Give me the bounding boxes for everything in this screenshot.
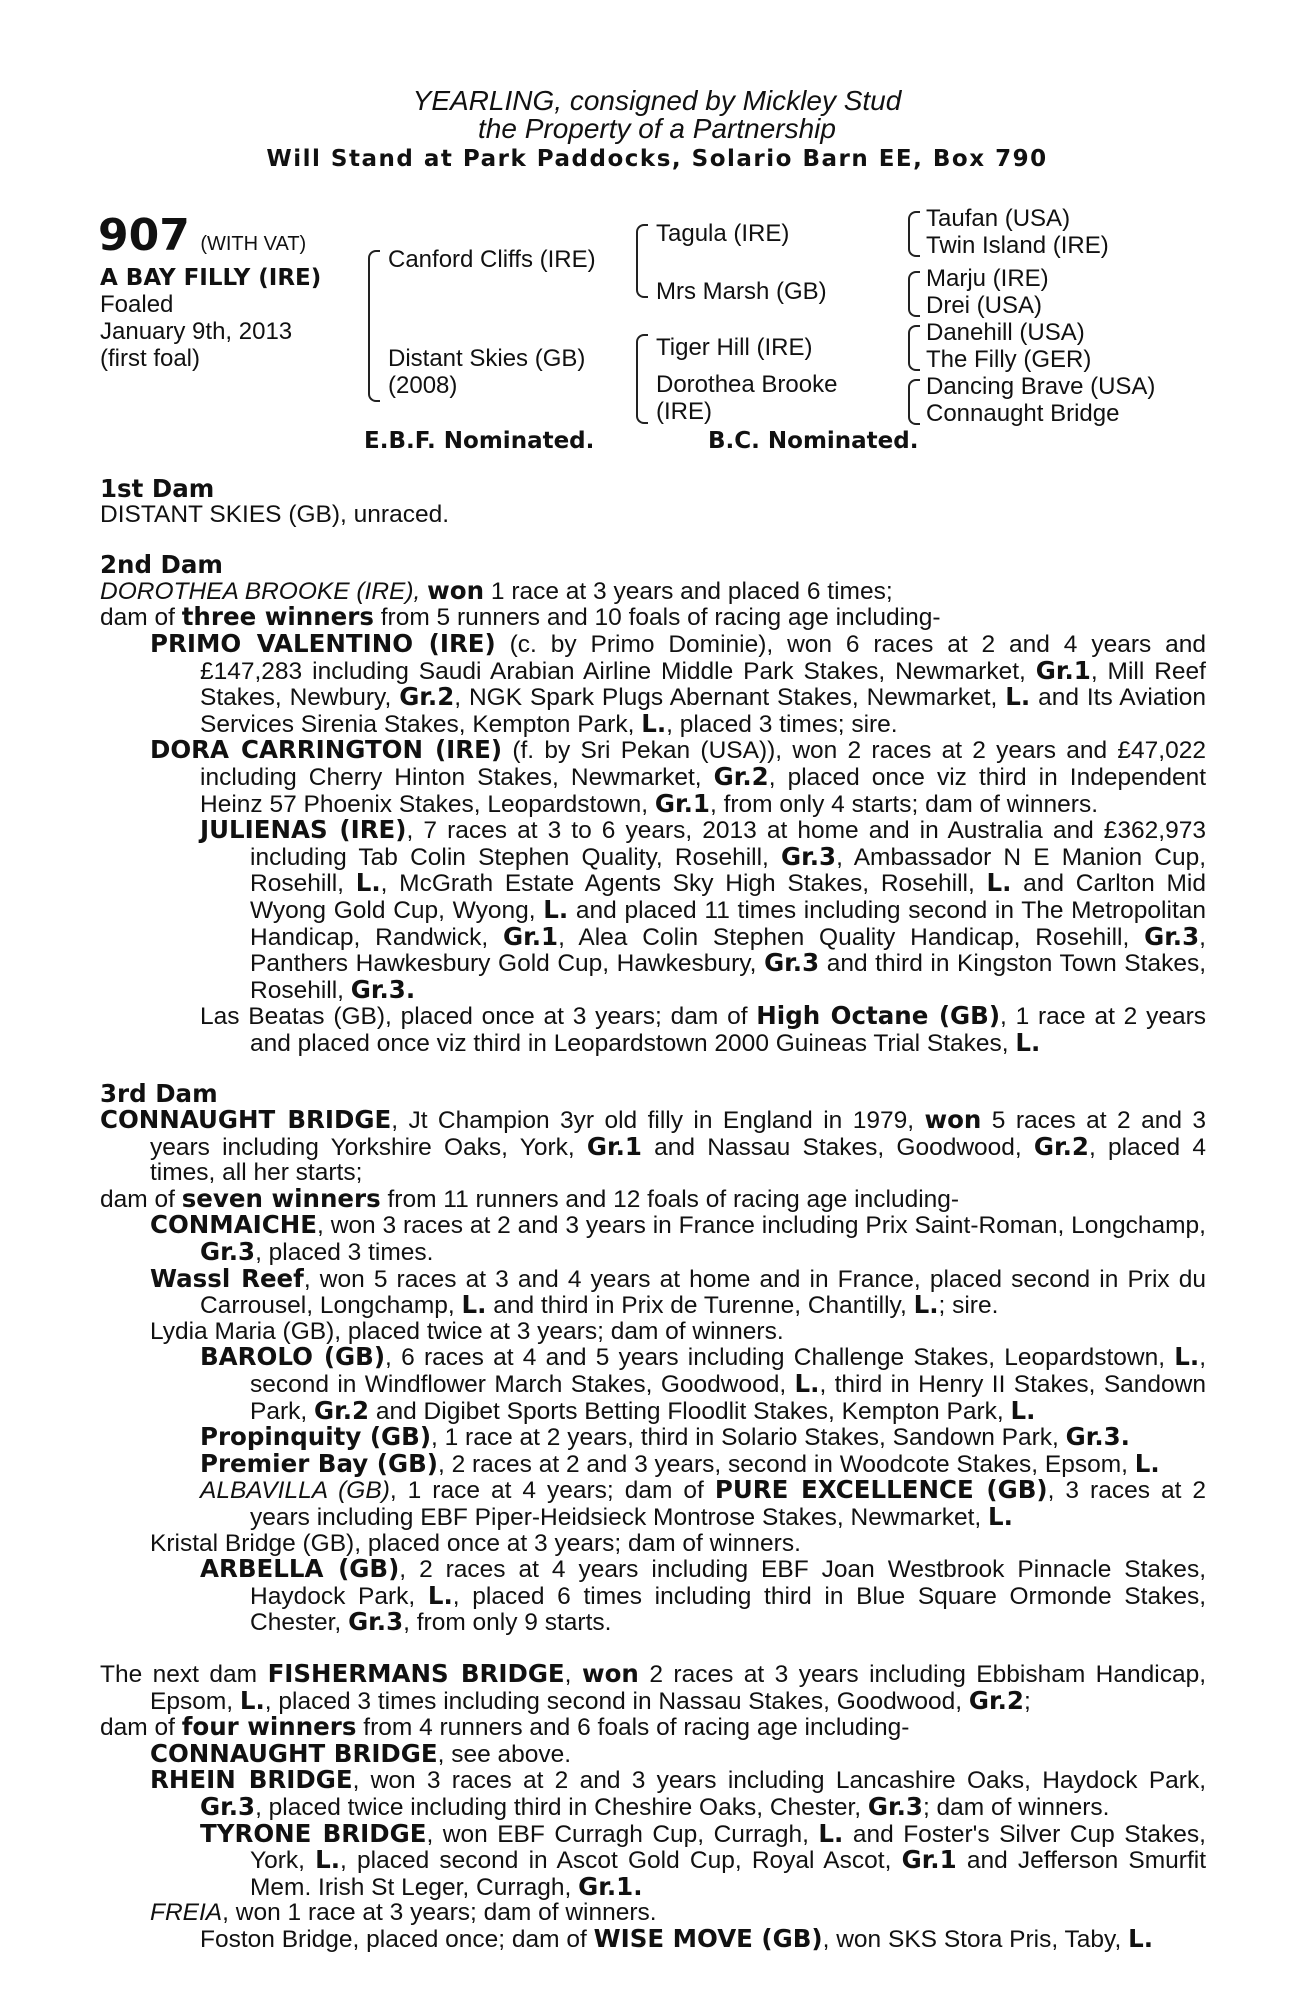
bc-nominated: B.C. Nominated. (708, 428, 919, 454)
first-dam-text: DISTANT SKIES (GB), unraced. (100, 500, 450, 528)
next-dam-produce: dam of four winners from 4 runners and 6 foals of racing age including- (100, 1712, 910, 1742)
great-granddam-4: Connaught Bridge (926, 400, 1120, 427)
third-dam-produce: dam of seven winners from 11 runners and 12 foals of racing age including- (100, 1183, 960, 1213)
lot-title: A BAY FILLY (IRE) (100, 265, 322, 291)
pedigree-brace-4 (908, 211, 920, 257)
stand-location: Will Stand at Park Paddocks, Solario Barn EE, Box 790 (266, 146, 1048, 172)
next-dam-entry-freia: FREIA, won 1 race at 3 years; dam of winners. (150, 1899, 657, 1927)
foaled-date: January 9th, 2013 (100, 318, 293, 345)
great-granddam-1: Twin Island (IRE) (926, 232, 1109, 259)
dam-year: (2008) (388, 372, 458, 399)
great-grandsire-3: Danehill (USA) (926, 319, 1085, 346)
foaled-label: Foaled (100, 291, 174, 318)
property-line: the Property of a Partnership (478, 113, 836, 144)
great-grandsire-2: Marju (IRE) (926, 265, 1049, 292)
grandsire-2: Tiger Hill (IRE) (656, 334, 813, 361)
next-dam-line: The next dam FISHERMANS BRIDGE, won 2 races at 3 years including Ebbisham Handicap, Epsom, L., placed 3 times including second in Nassau Stakes, Goodwood, Gr.2; (100, 1658, 1206, 1715)
third-dam-entry-arbella: ARBELLA (GB), 2 races at 4 years including EBF Joan Westbrook Pinnacle Stakes, Haydock Park, L., placed 6 times including third in Blue Square Ormonde Stakes, Chester, Gr.3, from only 9 starts. (200, 1554, 1207, 1637)
granddam-2-country: (IRE) (656, 398, 712, 425)
third-dam-line: CONNAUGHT BRIDGE, Jt Champion 3yr old filly in England in 1979, won 5 races at 2 and 3 years including Yorkshire Oaks, York, Gr.1 and Nassau Stakes, Goodwood, Gr.2, placed 4 times, all her starts; (100, 1105, 1206, 1187)
third-dam-entry-lydia-maria: Lydia Maria (GB), placed twice at 3 years; dam of winners. (150, 1317, 784, 1345)
pedigree-brace-3 (636, 334, 648, 424)
second-dam-entry-julienas: JULIENAS (IRE), 7 races at 3 to 6 years, 2013 at home and in Australia and £362,973 including Tab Colin Stephen Quality, Rosehill, Gr.3, Ambassador N E Manion Cup, Rosehill, L., McGrath Estate Agents Sky High Stakes, Rosehill, L. and Carlton Mid Wyong Gold Cup, Wyong, L. and placed 11 times including second in The Metropolitan Handicap, Randwick, Gr.1, Alea Colin Stephen Quality Handicap, Rosehill, Gr.3, Panthers Hawkesbury Gold Cup, Hawkesbury, Gr.3 and third in Kingston Town Stakes, Rosehill, Gr.3. (200, 815, 1207, 1004)
pedigree-brace-2 (636, 224, 648, 298)
pedigree-brace-1 (368, 250, 380, 402)
granddam-2: Dorothea Brooke (656, 371, 838, 398)
next-dam-entry-rhein-bridge: RHEIN BRIDGE, won 3 races at 2 and 3 years including Lancashire Oaks, Haydock Park, Gr.3, placed twice including third in Cheshire Oaks, Chester, Gr.3; dam of winners. (150, 1765, 1207, 1821)
second-dam-line: DOROTHEA BROOKE (IRE), won 1 race at 3 years and placed 6 times; (100, 575, 893, 605)
pedigree-brace-6 (908, 325, 920, 371)
vat-note: (WITH VAT) (200, 233, 307, 255)
third-dam-entry-kristal-bridge: Kristal Bridge (GB), placed once at 3 years; dam of winners. (150, 1529, 801, 1557)
great-grandsire-4: Dancing Brave (USA) (926, 373, 1156, 400)
catalogue-body (100, 476, 1206, 1952)
second-dam-entry-las-beatas: Las Beatas (GB), placed once at 3 years; dam of High Octane (GB), 1 race at 2 years and placed once viz third in Leopardstown 2000 Guineas Trial Stakes, L. (200, 1001, 1206, 1057)
third-dam-entry-albavilla: ALBAVILLA (GB), 1 race at 4 years; dam of PURE EXCELLENCE (GB), 3 races at 2 years including EBF Piper-Heidsieck Montrose Stakes, Newmarket, L. (200, 1475, 1207, 1531)
consignor-line: YEARLING, consigned by Mickley Stud (412, 85, 902, 116)
pedigree-brace-7 (908, 379, 920, 425)
ebf-nominated: E.B.F. Nominated. (364, 428, 595, 454)
next-dam-entry-foston-bridge: Foston Bridge, placed once; dam of WISE MOVE (GB), won SKS Stora Pris, Taby, L. (200, 1923, 1154, 1953)
third-dam-entry-barolo: BAROLO (GB), 6 races at 4 and 5 years including Challenge Stakes, Leopardstown, L., second in Windflower March Stakes, Goodwood, L., third in Henry II Stakes, Sandown Park, Gr.2 and Digibet Sports Betting Floodlit Stakes, Kempton Park, L. (200, 1342, 1207, 1425)
second-dam-entry-primo-valentino: PRIMO VALENTINO (IRE) (c. by Primo Dominie), won 6 races at 2 and 4 years and £147,283 including Saudi Arabian Airline Middle Park Stakes, Newmarket, Gr.1, Mill Reef Stakes, Newbury, Gr.2, NGK Spark Plugs Abernant Stakes, Newmarket, L. and Its Aviation Services Sirenia Stakes, Kempton Park, L., placed 3 times; sire. (150, 628, 1206, 738)
pedigree-brace-5 (908, 271, 920, 317)
sire-name: Canford Cliffs (IRE) (388, 246, 596, 273)
first-dam-heading: 1st Dam (100, 474, 215, 503)
second-dam-entry-dora-carrington: DORA CARRINGTON (IRE) (f. by Sri Pekan (USA)), won 2 races at 2 years and £47,022 including Cherry Hinton Stakes, Newmarket, Gr.2, placed once viz third in Independent Heinz 57 Phoenix Stakes, Leopardstown, Gr.1, from only 4 starts; dam of winners. (150, 735, 1207, 818)
dam-name: Distant Skies (GB) (388, 345, 586, 372)
first-foal-note: (first foal) (100, 345, 201, 372)
lot-number: 907 (98, 210, 190, 261)
next-dam-entry-tyrone-bridge: TYRONE BRIDGE, won EBF Curragh Cup, Curragh, L. and Foster's Silver Cup Stakes, York, L., placed second in Ascot Gold Cup, Royal Ascot, Gr.1 and Jefferson Smurfit Mem. Irish St Leger, Curragh, Gr.1. (200, 1818, 1206, 1901)
lot-number-block (98, 210, 306, 261)
great-grandsire-1: Taufan (USA) (926, 205, 1071, 232)
great-granddam-2: Drei (USA) (926, 292, 1043, 319)
third-dam-entry-conmaiche: CONMAICHE, won 3 races at 2 and 3 years in France including Prix Saint-Roman, Longchamp, Gr.3, placed 3 times. (150, 1210, 1206, 1267)
second-dam-heading: 2nd Dam (100, 550, 223, 580)
next-dam-entry-connaught-bridge: CONNAUGHT BRIDGE, see above. (150, 1738, 572, 1768)
second-dam-produce: dam of three winners from 5 runners and 10 foals of racing age including- (100, 602, 941, 632)
great-granddam-3: The Filly (GER) (926, 346, 1092, 373)
grandsire-1: Tagula (IRE) (656, 220, 790, 247)
third-dam-heading: 3rd Dam (100, 1079, 218, 1109)
granddam-1: Mrs Marsh (GB) (656, 278, 827, 305)
third-dam-entry-wassl-reef: Wassl Reef, won 5 races at 3 and 4 years at home and in France, placed second in Prix du Carrousel, Longchamp, L. and third in Prix de Turenne, Chantilly, L.; sire. (150, 1263, 1206, 1320)
third-dam-entry-premier-bay: Premier Bay (GB), 2 races at 2 and 3 years, second in Woodcote Stakes, Epsom, L. (200, 1448, 1160, 1478)
third-dam-entry-propinquity: Propinquity (GB), 1 race at 2 years, third in Solario Stakes, Sandown Park, Gr.3. (200, 1422, 1130, 1452)
